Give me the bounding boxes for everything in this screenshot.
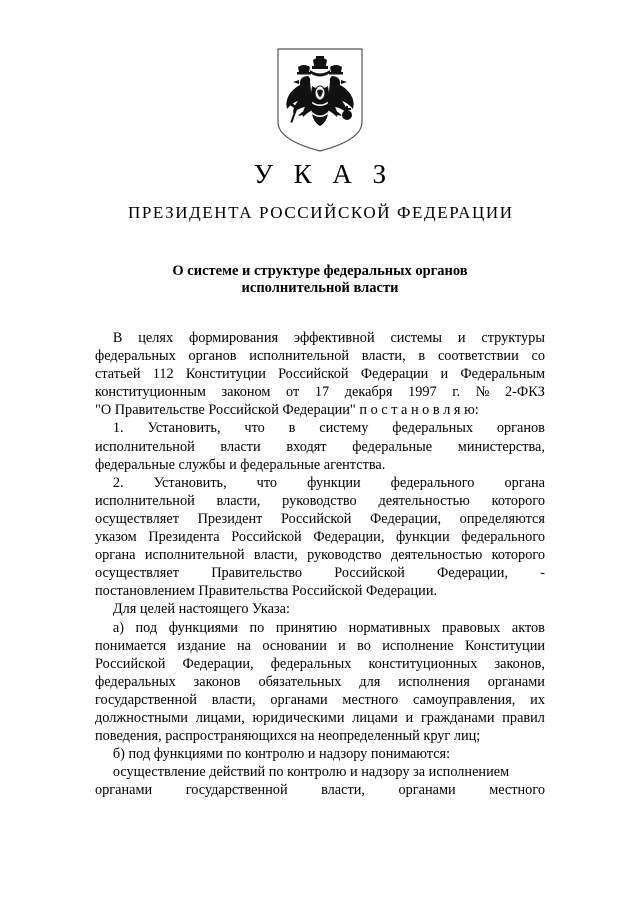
- body-text-word: издание: [177, 637, 226, 654]
- body-text-word: обязательных: [258, 673, 342, 690]
- body-text-word: деятельностью: [378, 492, 470, 509]
- body-text-word: Российской: [334, 565, 405, 582]
- body-text-word: законов,: [494, 655, 545, 672]
- body-text-word: Федерации,: [313, 529, 385, 546]
- body-text-word: со: [531, 348, 545, 365]
- body-text-line: [95, 673, 545, 691]
- body-text-word: функции: [396, 529, 450, 546]
- body-text-word: функциями: [168, 619, 238, 636]
- body-text-word: власти,: [361, 348, 406, 365]
- body-text-word: 17: [314, 384, 330, 401]
- body-text-word: эффективной: [293, 330, 375, 346]
- body-text-word: во: [357, 637, 371, 654]
- body-text-word: 1.: [95, 420, 124, 437]
- body-text-line: [95, 691, 545, 709]
- body-text-line: [95, 709, 545, 727]
- body-text-word: определяются: [459, 510, 545, 527]
- body-text-line: [95, 438, 545, 456]
- body-text-word: принятию: [275, 619, 338, 636]
- body-text-word: что: [256, 474, 278, 491]
- body-text-word: исполнительной: [95, 438, 195, 455]
- body-text-line: Для целей настоящего Указа:: [95, 601, 290, 618]
- decree-heading-line: О системе и структуре федеральных органов: [172, 263, 468, 279]
- body-text-word: соответствии: [437, 348, 519, 365]
- body-text-word: и: [405, 709, 414, 726]
- coat-of-arms-emblem: [0, 46, 640, 154]
- body-text-word: органами: [487, 673, 545, 690]
- body-text-line: [95, 564, 545, 582]
- body-text-word: г.: [452, 384, 461, 401]
- body-text-word: осуществляет: [95, 565, 179, 582]
- body-text-word: органа: [504, 474, 545, 491]
- body-text-line: [95, 383, 545, 401]
- body-text-line: федеральные службы и федеральные агентства.: [95, 456, 386, 473]
- body-text-line: [95, 637, 545, 655]
- body-text-word: Правительство: [211, 565, 303, 582]
- body-text-word: 1997: [408, 384, 437, 401]
- body-text-word: исполнительной: [95, 492, 195, 509]
- body-text-word: в: [418, 348, 426, 365]
- body-text-word: указом: [95, 529, 137, 546]
- body-text-word: Федеральным: [460, 366, 545, 383]
- body-text-word: лицами: [352, 709, 398, 726]
- body-text-line: "О Правительстве Российской Федерации" п о с т а н о в л я ю:: [95, 402, 479, 419]
- body-text-word: федерального: [461, 529, 545, 546]
- body-text-word: основании: [262, 637, 327, 654]
- body-text-word: Президент: [197, 510, 263, 527]
- page-subtitle: ПРЕЗИДЕНТА РОССИЙСКОЙ ФЕДЕРАЦИИ: [127, 203, 514, 222]
- body-text-word: органов: [188, 348, 237, 365]
- body-text-word: власти,: [253, 547, 298, 564]
- body-text-word: исполнительной: [249, 348, 350, 365]
- body-text-line: [95, 474, 545, 492]
- body-text-word: и: [440, 366, 449, 383]
- body-text-word: 2-ФКЗ: [505, 384, 545, 401]
- decree-heading: [95, 263, 545, 297]
- body-text-word: а): [95, 619, 124, 636]
- body-text-word: федерального: [390, 474, 475, 491]
- body-text-word: которого: [491, 547, 545, 564]
- body-text-word: 2.: [95, 474, 124, 491]
- body-text-word: законом: [221, 384, 271, 401]
- body-text-word: -: [540, 565, 545, 582]
- body-text-word: осуществляет: [95, 510, 179, 527]
- body-text-line: [95, 510, 545, 528]
- body-text-word: органов: [496, 420, 545, 437]
- body-text-word: и: [338, 637, 346, 654]
- body-text-word: и: [457, 330, 466, 346]
- body-text-word: которого: [491, 492, 545, 509]
- body-text-word: государственной: [185, 782, 288, 799]
- body-text-word: их: [530, 691, 545, 708]
- body-text-word: Установить,: [147, 420, 221, 437]
- body-text-word: власти,: [211, 691, 256, 708]
- body-text-word: юридическими: [252, 709, 345, 726]
- body-text-line: [95, 492, 545, 510]
- body-text-word: власти,: [216, 492, 261, 509]
- body-text-word: Конституции: [185, 366, 266, 383]
- body-text-line: осуществление действий по контролю и надзору за исполнением: [95, 764, 510, 781]
- body-text-word: формирования: [188, 330, 279, 346]
- body-text-word: власти: [220, 438, 261, 455]
- body-text-word: федеральных: [270, 655, 352, 672]
- body-text-word: что: [244, 420, 265, 437]
- body-text-word: лицами,: [195, 709, 245, 726]
- body-text-word: актов: [511, 619, 545, 636]
- body-text-word: государственной: [95, 691, 197, 708]
- body-text-word: по: [249, 619, 265, 636]
- body-text-word: системы: [390, 330, 443, 346]
- body-text-line: [95, 365, 545, 383]
- body-text-word: гражданами: [420, 709, 495, 726]
- body-text-word: министерства,: [457, 438, 545, 455]
- body-text-word: федеральных: [95, 673, 176, 690]
- body-text-word: исполнения: [398, 673, 470, 690]
- body-text-word: №: [475, 384, 490, 401]
- body-text-word: власти,: [321, 782, 365, 799]
- body-text-word: конституционных: [368, 655, 478, 672]
- body-text-word: для: [359, 673, 381, 690]
- body-text-line: [95, 619, 545, 637]
- body-text-word: законов: [193, 673, 241, 690]
- body-text-word: должностными: [95, 709, 188, 726]
- coat-of-arms-russian-federation-icon: [272, 46, 368, 154]
- body-text-word: Российской: [280, 510, 352, 527]
- body-text-word: самоуправления,: [413, 691, 516, 708]
- decree-heading-line: исполнительной власти: [241, 280, 399, 296]
- body-text-word: Российской: [231, 529, 302, 546]
- body-text-word: Конституции: [464, 637, 545, 654]
- body-text-word: федеральных: [95, 348, 176, 365]
- body-text-word: руководство: [307, 547, 382, 564]
- body-text-word: местного: [489, 782, 545, 799]
- body-text-word: деятельностью: [390, 547, 483, 564]
- body-text-word: органами: [398, 782, 456, 799]
- body-text-line: б) под функциями по контролю и надзору понимаются:: [95, 746, 451, 763]
- body-text-word: в: [288, 420, 296, 437]
- body-text-word: понимается: [95, 637, 167, 654]
- body-text-word: функции: [307, 474, 361, 491]
- body-text-line: [95, 347, 545, 365]
- body-text-word: федеральных: [392, 420, 473, 437]
- body-text-word: правовых: [441, 619, 501, 636]
- page-title: У К А З: [253, 159, 394, 189]
- body-text-word: Федерации: [360, 366, 429, 383]
- body-text-line: [95, 781, 545, 799]
- document-body: [95, 329, 545, 799]
- body-text-word: Федерации,: [370, 510, 442, 527]
- body-text-word: целях: [138, 330, 174, 346]
- body-text-line: [95, 419, 545, 437]
- body-text-line: [95, 528, 545, 546]
- body-text-word: правил: [502, 709, 545, 726]
- body-text-word: нормативных: [348, 619, 431, 636]
- body-text-word: систему: [319, 420, 369, 437]
- body-text-word: местного: [342, 691, 399, 708]
- body-text-word: Установить,: [153, 474, 227, 491]
- body-text-word: структуры: [481, 330, 545, 346]
- body-text-word: Президента: [148, 529, 220, 546]
- body-text-word: органа: [95, 547, 136, 564]
- body-text-line: [95, 655, 545, 673]
- body-text-word: органами: [95, 782, 153, 799]
- body-text-word: под: [135, 619, 158, 636]
- body-text-word: декабря: [344, 384, 393, 401]
- body-text-word: на: [237, 637, 252, 654]
- body-text-word: от: [286, 384, 300, 401]
- body-text-word: 112: [152, 366, 174, 383]
- body-text-line: [95, 546, 545, 564]
- body-text-word: исполнение: [382, 637, 454, 654]
- body-text-word: Российской: [278, 366, 349, 383]
- body-text-word: статьей: [95, 366, 141, 383]
- body-text-word: Федерации,: [182, 655, 254, 672]
- body-text-line: постановлением Правительства Российской Федерации.: [95, 583, 438, 600]
- body-text-line: поведения, распространяющихся на неопределенный круг лиц;: [95, 728, 481, 745]
- body-text-word: конституционным: [95, 384, 206, 401]
- body-text-word: В: [95, 330, 123, 346]
- body-text-word: Федерации,: [436, 565, 509, 582]
- body-text-line: [95, 329, 545, 347]
- body-text-word: Российской: [95, 655, 166, 672]
- body-text-word: органами: [270, 691, 328, 708]
- body-text-word: федеральные: [352, 438, 433, 455]
- body-text-word: исполнительной: [144, 547, 245, 564]
- body-text-word: входят: [286, 438, 327, 455]
- body-text-word: руководство: [282, 492, 357, 509]
